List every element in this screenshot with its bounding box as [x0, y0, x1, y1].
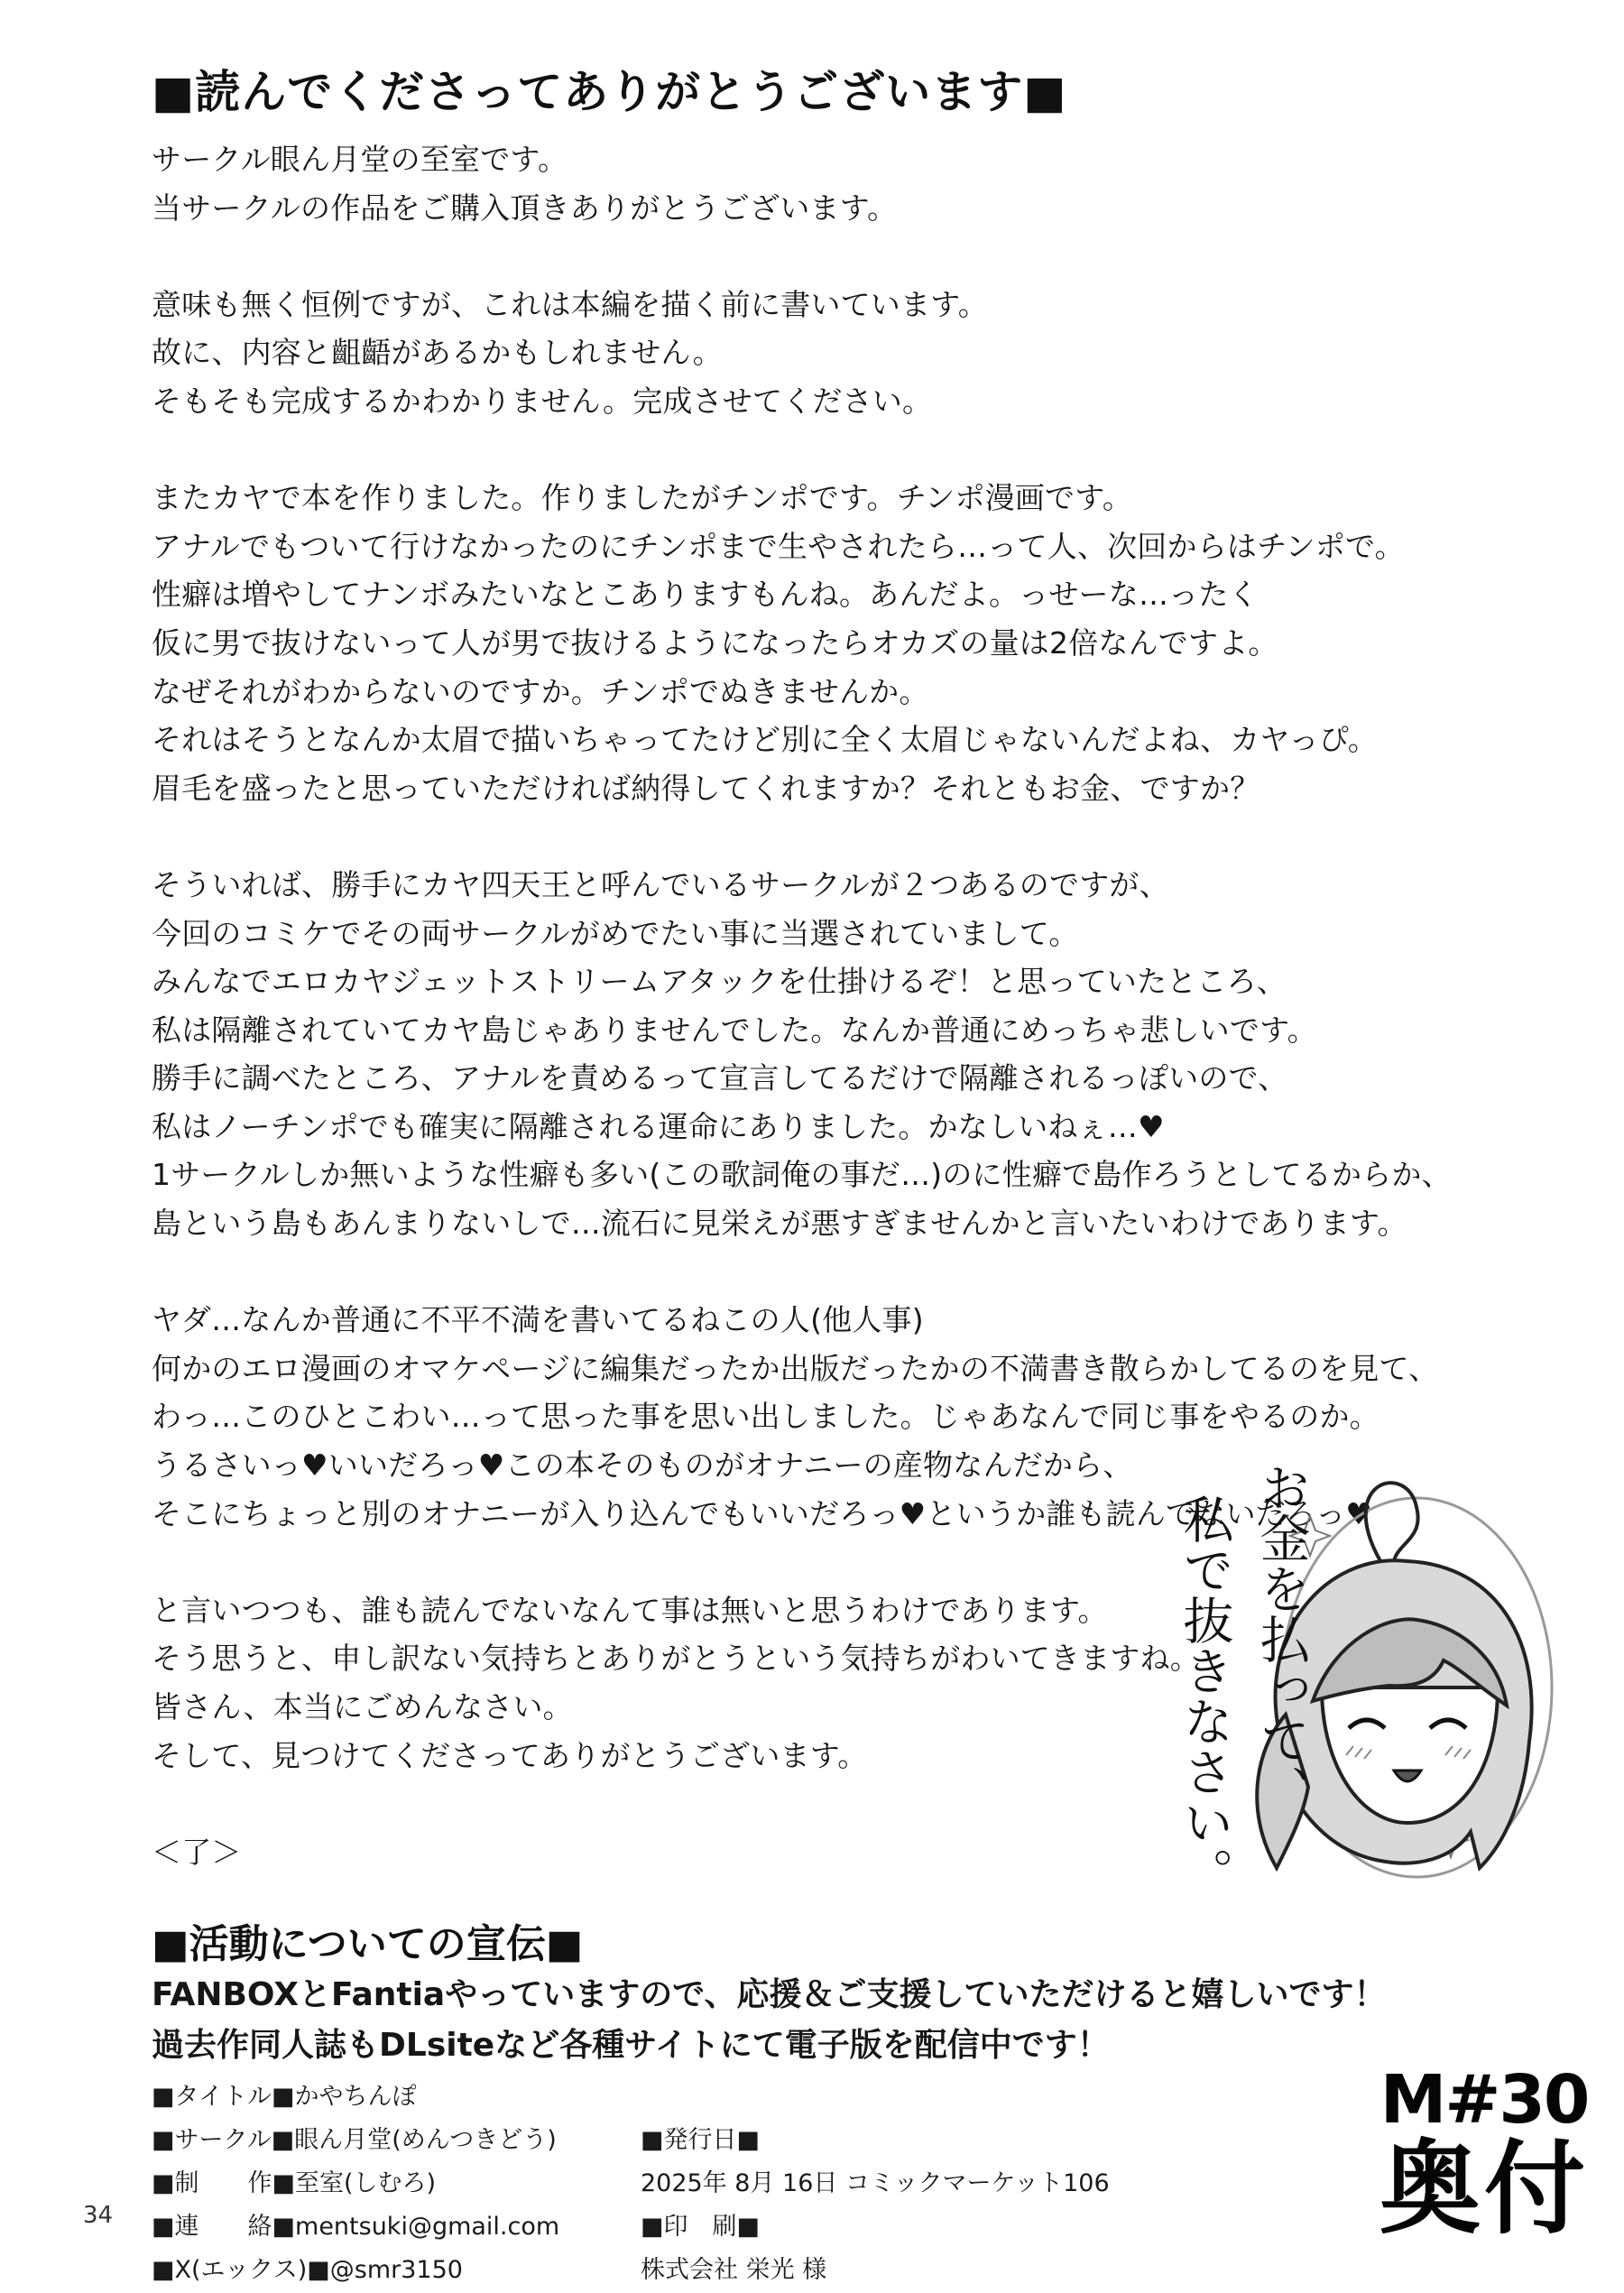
promotion-line: FANBOXとFantiaやっていますので、応援＆ご支援していただけると嬉しいです！: [152, 1976, 1387, 2013]
colophon-print-label: ■印 刷■: [641, 2213, 761, 2241]
body-line: 1サークルしか無いような性癖も多い(この歌詞俺の事だ…)のに性癖で島作ろうとしてるからか、: [152, 1157, 1452, 1193]
promotion-heading: ■活動についての宣伝■: [152, 1921, 584, 1967]
promotion-line: 過去作同人誌もDLsiteなど各種サイトにて電子版を配信中です！: [152, 2027, 1110, 2064]
illustration-text-line2: 私で抜きなさい。: [1175, 1493, 1234, 1898]
body-line: それはそうとなんか太眉で描いちゃってたけど別に全く太眉じゃないんだよね、カヤっぴ。: [152, 722, 1378, 758]
body-line: そこにちょっと別のオナニーが入り込んでもいいだろっ♥というか誰も読んでないだろっ♥: [152, 1495, 1373, 1531]
body-line: アナルでもついて行けなかったのにチンポまで生やされたら…って人、次回からはチンポで。: [152, 528, 1405, 564]
paragraph-gap: [152, 426, 1523, 475]
illustration-text-line1: お金を払って、: [1251, 1462, 1311, 1816]
body-line: そして、見つけてくださってありがとうございます。: [152, 1737, 868, 1773]
colophon-contact: ■連 絡■mentsuki@gmail.com: [152, 2213, 560, 2241]
body-line: わっ…このひとこわい…って思った事を思い出しました。じゃあなんで同じ事をやるのか。: [152, 1399, 1379, 1435]
body-line: 故に、内容と齟齬があるかもしれません。: [152, 335, 723, 371]
body-line: 仮に男で抜けないって人が男で抜けるようになったらオカズの量は2倍なんですよ。: [152, 624, 1278, 661]
body-line: 私はノーチンポでも確実に隔離される運命にありました。かなしいねぇ…♥: [152, 1108, 1165, 1144]
paragraph-gap: [152, 1248, 1523, 1297]
body-line: うるさいっ♥いいだろっ♥この本そのものがオナニーの産物なんだから、: [152, 1447, 1133, 1484]
body-line: そもそも完成するかわかりません。完成させてください。: [152, 383, 933, 419]
colophon-left: [152, 2076, 559, 2292]
page-number: 34: [83, 2202, 114, 2229]
body-line: ヤダ…なんか普通に不平不満を書いてるねこの人(他人事): [152, 1302, 924, 1338]
body-line: と言いつつも、誰も読んでないなんて事は無いと思うわけであります。: [152, 1592, 1108, 1628]
body-line: 島という島もあんまりないしで…流石に見栄えが悪すぎませんかと言いたいわけであります。: [152, 1206, 1407, 1242]
afterword-heading: ■読んでくださってありがとうございます■: [152, 66, 1067, 118]
colophon-issue-label: ■発行日■: [641, 2126, 761, 2154]
colophon-issue-date: 2025年 8月 16日 コミックマーケット106: [641, 2169, 1110, 2197]
character-illustration: [1119, 1444, 1570, 1949]
body-line: またカヤで本を作りました。作りましたがチンポです。チンポ漫画です。: [152, 480, 1133, 516]
body-line: なぜそれがわからないのですか。チンポでぬきませんか。: [152, 673, 929, 709]
stamp-label: 奥付: [1379, 2131, 1589, 2248]
body-line: 今回のコミケでその両サークルがめでたい事に当選されていまして。: [152, 915, 1079, 951]
chibi-character-drawing: [1119, 1444, 1570, 1949]
colophon-circle: ■サークル■眼ん月堂(めんつきどう): [152, 2126, 557, 2154]
colophon-right: [641, 2119, 1110, 2292]
colophon-title: ■タイトル■かやちんぽ: [152, 2083, 417, 2111]
body-line: 性癖は増やしてナンボみたいなとこありますもんね。あんだよ。っせーな…ったく: [152, 577, 1259, 613]
paragraph-gap: [152, 812, 1523, 861]
body-line: サークル眼ん月堂の至室です。: [152, 142, 568, 177]
colophon-author: ■制 作■至室(しむろ): [152, 2169, 437, 2197]
body-line: 意味も無く恒例ですが、これは本編を描く前に書いています。: [152, 286, 988, 322]
body-line: 皆さん、本当にごめんなさい。: [152, 1689, 573, 1724]
colophon-printer: 株式会社 栄光 様: [641, 2256, 827, 2284]
body-line: そう思うと、申し訳ない気持ちとありがとうという気持ちがわいてきますね。: [152, 1641, 1200, 1677]
body-line: 何かのエロ漫画のオマケページに編集だったか出版だったかの不満書き散らかしてるのを見て、: [152, 1350, 1439, 1386]
colophon-stamp: [1376, 2061, 1592, 2248]
promotion-text: [152, 1970, 1505, 2071]
body-line: みんなでエロカヤジェットストリームアタックを仕掛けるぞ！と思っていたところ、: [152, 964, 1287, 1000]
stamp-issue-number: M#30: [1379, 2061, 1589, 2139]
body-line: そういれば、勝手にカヤ四天王と呼んでいるサークルが２つあるのですが、: [152, 866, 1169, 902]
body-line: 勝手に調べたところ、アナルを責めるって宣言してるだけで隔離されるっぽいので、: [152, 1060, 1288, 1096]
paragraph-gap: [152, 232, 1523, 281]
body-line: 当サークルの作品をご購入頂きありがとうございます。: [152, 190, 898, 226]
body-line: 眉毛を盛ったと思っていただければ納得してくれますか？それともお金、ですか？: [152, 770, 1260, 806]
body-line: ＜了＞: [152, 1834, 242, 1870]
colophon-x-account: ■X(エックス)■@smr3150: [152, 2256, 463, 2284]
body-line: 私は隔離されていてカヤ島じゃありませんでした。なんか普通にめっちゃ悲しいです。: [152, 1012, 1317, 1048]
